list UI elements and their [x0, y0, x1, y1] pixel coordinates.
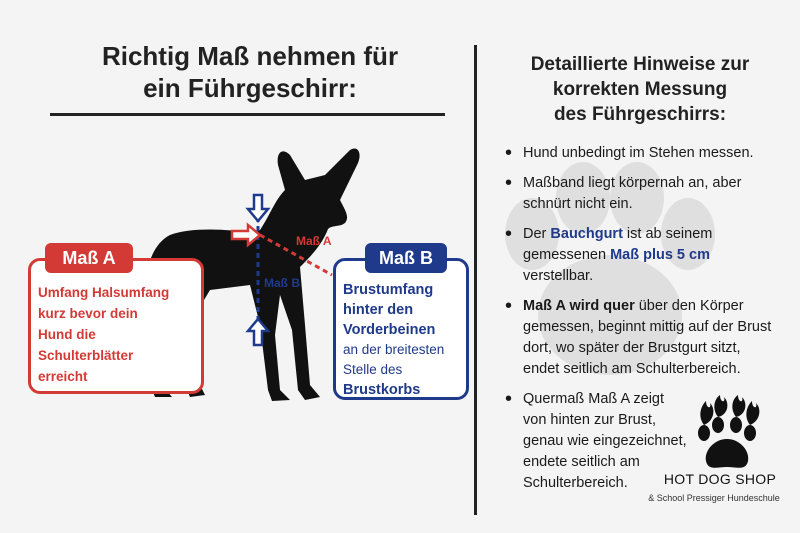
page-title-line-2: ein Führgeschirr:: [143, 73, 357, 103]
hint-bold-mass-a: Maß A wird quer: [523, 298, 635, 314]
page-title: [60, 40, 440, 104]
mass-b-badge: Maß B: [365, 243, 447, 273]
hint-item: • Quermaß Maß A zeigt von hinten zur Brust, genau wie eingezeichnet, endete seitlich am Schulterbereich.: [505, 389, 688, 494]
hint-highlight-mass: Maß plus 5 cm: [610, 247, 710, 263]
mass-b-description: Brustumfang hinter den Vorderbeinen an der breitesten Stelle des Brustkorbs: [343, 282, 445, 398]
diagram-mass-a-label: Maß A: [296, 234, 332, 248]
hint-highlight-bauchgurt: Bauchgurt: [550, 226, 623, 242]
hints-title: [490, 52, 790, 127]
brand-subtitle: & School Pressiger Hundeschule: [648, 493, 780, 503]
hint-item: • Hund unbedingt im Stehen messen.: [505, 143, 775, 164]
hint-item: • Maßband liegt körpernah an, aber schnürt nicht ein.: [505, 173, 775, 215]
hints-title-line-2: korrekten Messung: [552, 79, 728, 100]
brand-name: HOT DOG SHOP: [663, 471, 777, 487]
hint-item: • Maß A wird quer über den Körper gemessen, beginnt mittig auf der Brust dort, wo später der Brustgurt sitzt, endet seitlich am Schulterbereich.: [505, 296, 775, 380]
page-title-line-1: Richtig Maß nehmen für: [101, 41, 399, 71]
hints-title-line-1: Detaillierte Hinweise zur: [530, 54, 750, 75]
hint-item: • Der Bauchgurt ist ab seinem gemessenen Maß plus 5 cm verstellbar.: [505, 224, 775, 287]
diagram-mass-b-label: Maß B: [264, 276, 300, 290]
column-divider: [474, 45, 477, 515]
mass-a-badge: Maß A: [45, 243, 133, 273]
title-underline: [50, 113, 445, 116]
mass-a-description: Umfang Halsumfang kurz bevor dein Hund die Schulterblätter erreicht: [38, 285, 170, 384]
paw-flame-logo-icon: [690, 395, 765, 473]
mass-b-top-arrow-icon: [248, 195, 268, 221]
hints-title-line-3: des Führgeschirrs:: [553, 104, 727, 125]
